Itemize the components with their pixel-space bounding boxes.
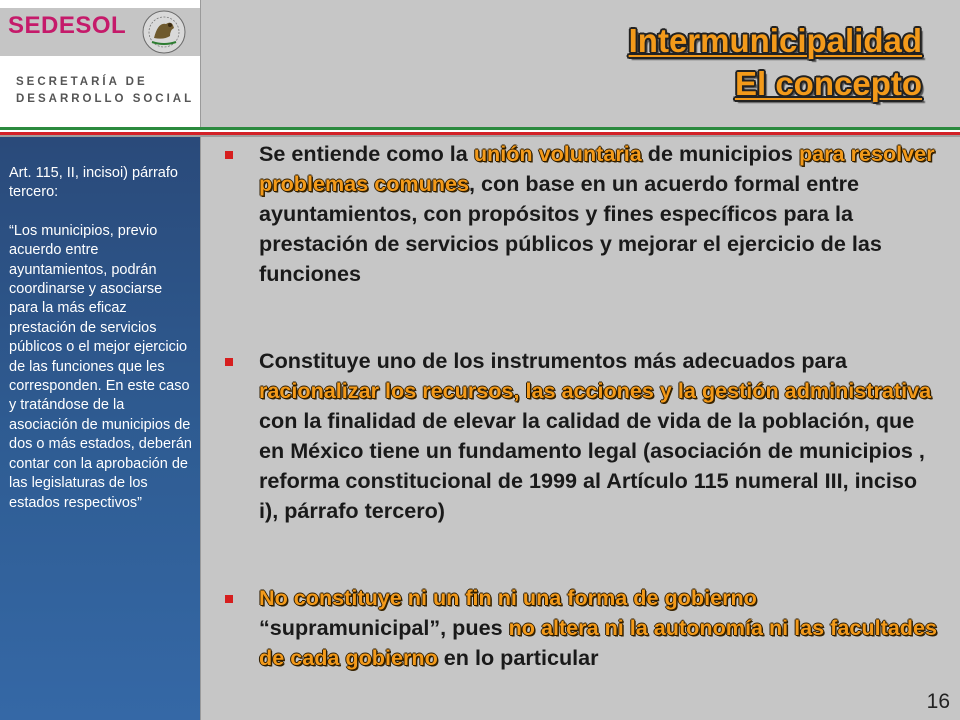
sedesol-logo: SEDESOL xyxy=(8,12,127,39)
segment: en lo particular xyxy=(437,645,599,670)
segment: Constituye uno de los instrumentos más adecuados para xyxy=(259,348,847,373)
segment: Se entiende como la xyxy=(259,141,474,166)
bullet-square-icon xyxy=(225,358,233,366)
page-number: 16 xyxy=(926,690,950,713)
sidebar-intro: Art. 115, II, incisoi) párrafo tercero: xyxy=(9,165,178,201)
bullet-item xyxy=(223,139,941,289)
secretaria-text: SECRETARÍA DE DESARROLLO SOCIAL xyxy=(16,76,195,105)
segment: de municipios xyxy=(641,141,799,166)
bullet-item xyxy=(223,346,941,526)
sidebar-quote: “Los municipios, previo acuerdo entre ayuntamientos, podrán coordinarse y asociarse para la más eficaz prestación de servicios públicos o el mejor ejercicio de las funciones que les corresponden. En este caso y tratándose de la asociación de municipios de dos o más estados, deberán contar con la aprobación de las legislaturas de los estados respectivos” xyxy=(9,222,192,511)
sidebar-spacer xyxy=(9,203,192,222)
segment: “supramunicipal”, pues xyxy=(259,615,509,640)
highlight-segment: unión voluntaria xyxy=(473,141,642,166)
highlight-segment: racionalizar los recursos, las acciones y la gestión administrativa xyxy=(259,378,932,403)
bullet-square-icon xyxy=(225,595,233,603)
segment: con la finalidad de elevar la calidad de vida de la población, que en México tiene un fundamento legal (asociación de municipios , reforma constitucional de 1999 al Artículo 115 numeral III, inciso i), párrafo tercero) xyxy=(259,408,925,523)
highlight-segment: No constituye ni un fin ni una forma de gobierno xyxy=(259,585,757,610)
legal-reference-sidebar xyxy=(0,137,200,720)
main-content xyxy=(200,137,960,720)
slide-subtitle: El concepto xyxy=(734,65,922,102)
bullet-item xyxy=(223,583,941,673)
mexican-seal-icon xyxy=(134,8,194,56)
segment: , con base en un acuerdo formal entre ayuntamientos, con propósitos y fines específicos para la prestación de servicios públicos y mejorar el ejercicio de las funciones xyxy=(259,171,882,286)
logo-panel xyxy=(0,0,200,127)
bullet-square-icon xyxy=(225,151,233,159)
header-band xyxy=(200,0,960,127)
highlight-segment: no altera ni la autonomía ni las facultades de cada gobierno xyxy=(259,615,937,670)
highlight-segment: para resolver problemas comunes xyxy=(259,141,935,196)
slide-title: Intermunicipalidad xyxy=(628,22,922,59)
